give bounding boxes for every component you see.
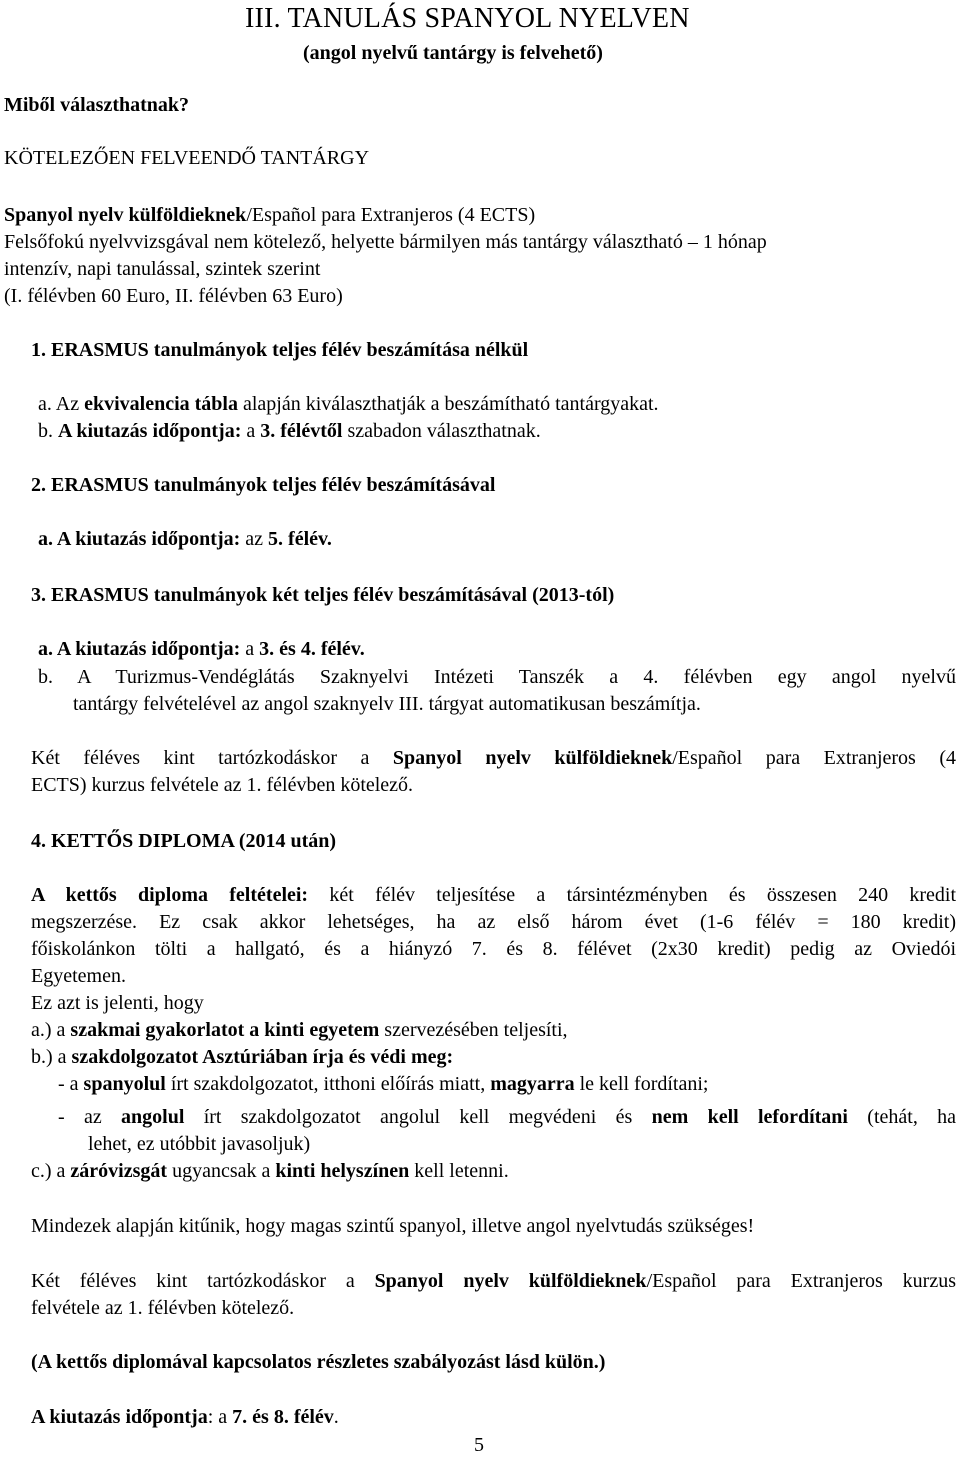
section-4-paragraph-line-1 [31,883,956,907]
bold-text: 3. és 4. félév. [259,638,365,660]
note-text: /Español para Extranjeros kurzus [646,1270,956,1292]
bold-text: Spanyol nyelv külföldieknek [392,747,673,769]
item-text: a [241,420,261,442]
note-text: Két féléves kint tartózkodáskor a [31,747,393,769]
item-text: b. A Turizmus-Vendéglátás Szaknyelvi Intézeti Tanszék a 4. félévben egy angol nyelvű [38,666,956,688]
item-text: kell letenni. [409,1160,509,1182]
page-number: 5 [474,1434,484,1456]
section-2-item-a [38,527,332,551]
item-text: alapján kiválaszthatják a beszámítható tantárgyakat. [237,393,659,415]
bold-text: 7. és 8. félév [232,1406,334,1428]
bold-text: záróvizsgát [70,1160,168,1182]
item-prefix: c.) a [31,1160,71,1182]
section-4-item-c [31,1159,509,1183]
mandatory-line-2: Felsőfokú nyelvvizsgával nem kötelező, helyette bármilyen más tantárgy választható – 1 hónap [4,231,767,253]
bold-text: ekvivalencia tábla [84,393,238,415]
course-details: /Español para Extranjeros (4 ECTS) [246,204,536,226]
section-4-paragraph-line-5: Ez azt is jelenti, hogy [31,992,204,1014]
dash-prefix: - az [58,1106,122,1128]
paragraph-text: főiskolánkon tölti a hallgató, és a hiányzó 7. és 8. félévet (2x30 kredit) pedig az Oviedói [31,938,956,960]
course-name: Spanyol nyelv külföldieknek [4,204,247,226]
bold-text: kinti helyszínen [275,1160,410,1182]
section-4-dash-2-line-1 [58,1105,956,1129]
item-text: (tehát, ha [848,1106,957,1128]
section-1-item-b [38,419,541,443]
bold-text: nem kell lefordítani [651,1106,848,1128]
note-text: /Español para Extranjeros (4 [672,747,956,769]
section-2-heading: 2. ERASMUS tanulmányok teljes félév beszámításával [31,474,496,496]
mandatory-line-3: intenzív, napi tanulással, szintek szerint [4,258,321,280]
item-text: le kell fordítani; [574,1073,709,1095]
bold-text: A kiutazás időpontja [31,1406,208,1428]
section-3-item-b-line-2: tantárgy felvételével az angol szaknyelv III. tárgyat automatikusan beszámítja. [73,693,701,715]
item-prefix: b. [38,420,58,442]
note-1-line-2: ECTS) kurzus felvétele az 1. félévben kötelező. [31,774,414,796]
section-3-item-b-line-1 [38,665,956,689]
note-2-line-2: felvétele az 1. félévben kötelező. [31,1297,295,1319]
line-text: . [333,1406,339,1428]
mandatory-course [4,203,535,227]
paragraph-text: két félév teljesítése a társintézményben és összesen 240 kredit [308,884,957,906]
choose-label: Miből választhatnak? [4,94,190,116]
bold-text: 3. félévtől [260,420,343,442]
departure-line [31,1405,339,1429]
item-prefix: a. Az [38,393,85,415]
item-text: szabadon választhatnak. [342,420,541,442]
bold-text: 5. félév. [268,528,332,550]
section-4-heading: 4. KETTŐS DIPLOMA (2014 után) [31,830,337,852]
dash-prefix: - a [58,1073,84,1095]
note-text: Két féléves kint tartózkodáskor a [31,1270,375,1292]
section-3-item-a [38,637,365,661]
detail-note: (A kettős diplomával kapcsolatos részletes szabályozást lásd külön.) [31,1351,606,1373]
section-3-heading: 3. ERASMUS tanulmányok két teljes félév beszámításával (2013-tól) [31,584,615,606]
section-1-item-a [38,392,659,416]
mandatory-line-4: (I. félévben 60 Euro, II. félévben 63 Euro) [4,285,343,307]
note-2-line-1 [31,1269,956,1293]
summary-text: Mindezek alapján kitűnik, hogy magas szintű spanyol, illetve angol nyelvtudás szükséges! [31,1215,755,1237]
bold-text: szakmai gyakorlatot a kinti egyetem [70,1019,380,1041]
section-4-paragraph-line-4: Egyetemen. [31,965,126,987]
item-prefix: b.) a [31,1046,72,1068]
bold-text: spanyolul [83,1073,166,1095]
item-text: írt szakdolgozatot angolul kell megvédeni és [184,1106,652,1128]
paragraph-text: megszerzése. Ez csak akkor lehetséges, ha az első három évet (1-6 félév = 180 kredit) [31,911,956,933]
item-prefix: a. [38,638,57,660]
bold-text: magyarra [490,1073,575,1095]
section-4-paragraph-line-2 [31,910,956,934]
item-prefix: a.) a [31,1019,71,1041]
line-text: : a [207,1406,233,1428]
bold-text: Spanyol nyelv külföldieknek [374,1270,647,1292]
bold-text: A kiutazás időpontja: [58,420,242,442]
bold-text: A kettős diploma feltételei: [31,884,309,906]
section-4-dash-1 [58,1072,708,1096]
page-subtitle: (angol nyelvű tantárgy is felvehető) [303,42,603,64]
section-4-item-a [31,1018,568,1042]
page-title: III. TANULÁS SPANYOL NYELVEN [245,3,690,34]
bold-text: angolul [121,1106,185,1128]
item-text: az [240,528,269,550]
bold-text: szakdolgozatot Asztúriában írja és védi meg: [71,1046,454,1068]
mandatory-heading: KÖTELEZŐEN FELVEENDŐ TANTÁRGY [4,147,370,169]
item-text: szervezésében teljesíti, [379,1019,568,1041]
bold-text: A kiutazás időpontja: [56,638,241,660]
bold-text: A kiutazás időpontja: [56,528,241,550]
item-prefix: a. [38,528,57,550]
note-1-line-1 [31,746,956,770]
item-text: a [240,638,260,660]
item-text: írt szakdolgozatot, itthoni előírás miatt, [165,1073,491,1095]
section-4-item-b [31,1045,453,1069]
section-1-heading: 1. ERASMUS tanulmányok teljes félév beszámítása nélkül [31,339,529,361]
section-4-paragraph-line-3 [31,937,956,961]
section-4-dash-2-line-2: lehet, ez utóbbit javasoljuk) [88,1133,311,1155]
item-text: ugyancsak a [167,1160,276,1182]
